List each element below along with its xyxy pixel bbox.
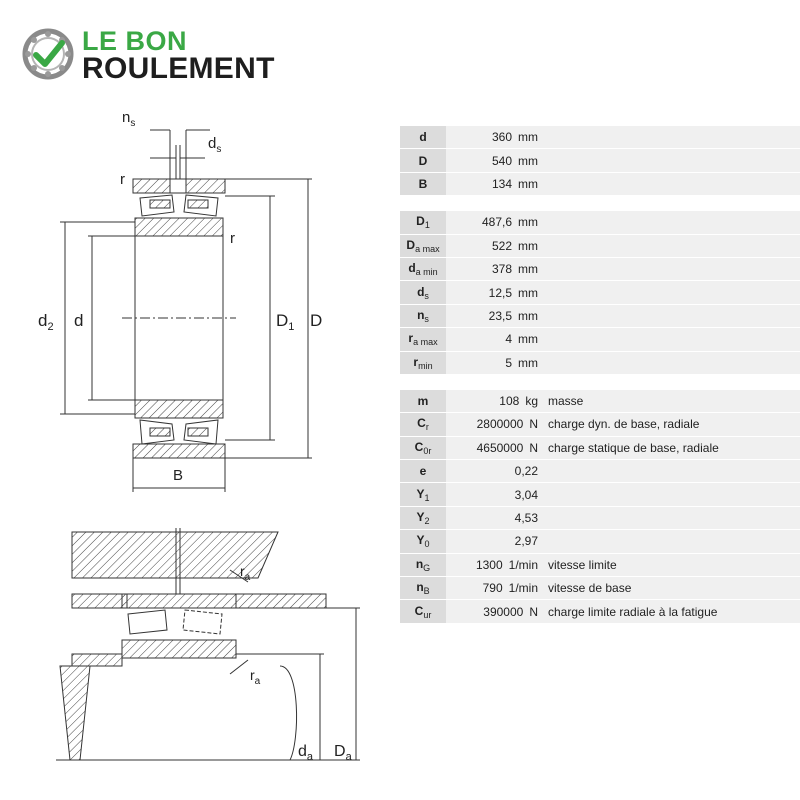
spec-row: [400, 413, 800, 436]
spec-symbol-subscript: min: [418, 360, 433, 371]
spec-value: 4,53: [514, 511, 538, 526]
spec-description: [544, 234, 800, 257]
spec-description: [544, 328, 800, 351]
spec-symbol-subscript: 0: [424, 539, 430, 550]
spec-row: [400, 389, 800, 412]
spec-symbol-subscript: 1: [424, 220, 430, 231]
spec-unit: mm: [518, 215, 538, 230]
spec-description: [544, 257, 800, 280]
label-D: D: [310, 311, 323, 330]
spec-unit: N: [529, 604, 538, 619]
spec-symbol: [400, 351, 446, 374]
spec-row: [400, 328, 800, 351]
spec-symbol: [400, 172, 446, 195]
spec-value-cell: [446, 506, 544, 529]
spec-description: charge dyn. de base, radiale: [544, 413, 800, 436]
spec-symbol-letter: Y: [416, 510, 425, 525]
spec-row: [400, 553, 800, 576]
spec-symbol-subscript: 2: [424, 516, 430, 527]
spec-description: [544, 530, 800, 553]
spec-symbol-subscript: s: [424, 290, 429, 301]
spec-value: 390000: [483, 604, 524, 619]
spec-row: [400, 460, 800, 483]
spec-symbol-letter: r: [408, 331, 414, 346]
spec-description: vitesse limite: [544, 553, 800, 576]
spec-value-cell: [446, 211, 544, 234]
specification-table-body: [400, 126, 800, 623]
spec-symbol-letter: r: [413, 354, 419, 369]
spec-unit: N: [529, 440, 538, 455]
spec-value-cell: [446, 389, 544, 412]
spec-description: vitesse de base: [544, 577, 800, 600]
spec-value-cell: [446, 577, 544, 600]
spec-value: 540: [491, 153, 512, 168]
spec-symbol: [400, 460, 446, 483]
spec-description: masse: [544, 389, 800, 412]
label-ds: $d_s$: [208, 135, 222, 155]
spec-value: 2800000: [476, 417, 524, 432]
spec-row: [400, 126, 800, 149]
spec-symbol-subscript: s: [424, 313, 429, 324]
spec-row: [400, 304, 800, 327]
spec-symbol-letter: d: [408, 261, 416, 276]
spec-symbol-letter: D: [406, 237, 416, 252]
spec-symbol: [400, 389, 446, 412]
spec-value: 12,5: [488, 285, 512, 300]
spec-value-cell: [446, 600, 544, 623]
spec-description: [544, 281, 800, 304]
spec-value-cell: [446, 304, 544, 327]
spec-symbol: [400, 234, 446, 257]
spec-group-spacer: [400, 374, 800, 389]
spec-value: 4: [505, 332, 512, 347]
spec-symbol: [400, 126, 446, 149]
spec-symbol-letter: d: [417, 284, 425, 299]
spec-symbol-letter: e: [419, 464, 427, 479]
spec-value-cell: [446, 234, 544, 257]
spec-row: [400, 234, 800, 257]
spec-unit: mm: [518, 176, 538, 191]
spec-description: [544, 172, 800, 195]
spec-row: [400, 172, 800, 195]
brand-logo: [22, 24, 302, 88]
spec-symbol: [400, 577, 446, 600]
label-d: d: [74, 311, 84, 330]
label-r-right: r: [230, 230, 235, 247]
spec-description: [544, 149, 800, 172]
spec-unit: mm: [518, 153, 538, 168]
spec-description: [544, 483, 800, 506]
spec-row: [400, 351, 800, 374]
spec-value: 23,5: [488, 308, 512, 323]
spec-unit: mm: [518, 355, 538, 370]
label-D1: $D_1$: [276, 311, 295, 333]
spec-symbol-letter: C: [414, 603, 424, 618]
spec-value: 0,22: [514, 464, 538, 479]
spec-value: 108: [499, 394, 520, 409]
spec-symbol-subscript: 1: [424, 492, 430, 503]
label-r-top: r: [120, 171, 125, 188]
spec-value-cell: [446, 126, 544, 149]
spacer-cell: [400, 196, 800, 211]
spec-row: [400, 577, 800, 600]
spec-symbol-subscript: 0r: [423, 445, 432, 456]
spec-value-cell: [446, 149, 544, 172]
spacer-cell: [400, 374, 800, 389]
spec-unit: mm: [518, 332, 538, 347]
bearing-mounting-view: [56, 528, 360, 760]
spec-value: 487,6: [481, 215, 512, 230]
label-d2: $d_2$: [38, 311, 54, 333]
spec-description: [544, 126, 800, 149]
spec-symbol-letter: d: [419, 130, 427, 145]
spec-unit: mm: [518, 130, 538, 145]
label-ns: $n_s$: [122, 109, 136, 129]
spec-unit: mm: [518, 262, 538, 277]
spec-symbol-subscript: r: [425, 422, 429, 433]
spec-value-cell: [446, 257, 544, 280]
spec-description: charge limite radiale à la fatigue: [544, 600, 800, 623]
brand-line2: ROULEMENT: [82, 52, 275, 85]
spec-value-cell: [446, 460, 544, 483]
spec-value-cell: [446, 328, 544, 351]
spec-value: 5: [505, 355, 512, 370]
spec-symbol-subscript: G: [423, 562, 431, 573]
spec-symbol: [400, 553, 446, 576]
spec-symbol: [400, 281, 446, 304]
spec-description: [544, 304, 800, 327]
spec-symbol-letter: n: [416, 580, 424, 595]
brand-line1: LE BON: [82, 26, 188, 56]
bearing-technical-drawing: [0, 100, 400, 800]
spec-unit: mm: [518, 308, 538, 323]
label-ra-top: $r_a$: [240, 563, 251, 583]
spec-symbol-letter: Y: [416, 533, 425, 548]
spec-unit: N: [529, 417, 538, 432]
bearing-section-view: [60, 130, 312, 492]
spec-symbol-subscript: a min: [415, 267, 438, 278]
spec-symbol: [400, 257, 446, 280]
spec-symbol-subscript: B: [423, 586, 430, 597]
spec-row: [400, 436, 800, 459]
spec-symbol: [400, 328, 446, 351]
spec-symbol-subscript: ur: [423, 609, 432, 620]
spec-description: [544, 460, 800, 483]
spec-unit: mm: [518, 238, 538, 253]
spec-value-cell: [446, 172, 544, 195]
spec-description: [544, 211, 800, 234]
spec-symbol: [400, 506, 446, 529]
spec-unit: 1/min: [508, 581, 538, 596]
spec-row: [400, 506, 800, 529]
label-ra-bottom: $r_a$: [250, 667, 261, 687]
spec-symbol: [400, 436, 446, 459]
spec-row: [400, 530, 800, 553]
spec-value-cell: [446, 436, 544, 459]
label-B: B: [173, 467, 184, 484]
spec-value: 2,97: [514, 534, 538, 549]
spec-row: [400, 600, 800, 623]
spec-symbol: [400, 530, 446, 553]
spec-symbol-subscript: a max: [415, 243, 440, 254]
spec-unit: kg: [525, 394, 538, 409]
spec-value-cell: [446, 530, 544, 553]
spec-symbol-letter: m: [417, 394, 429, 409]
spec-symbol-letter: D: [418, 153, 428, 168]
spec-value: 790: [482, 581, 503, 596]
label-Da: $D_a$: [334, 743, 352, 763]
spec-symbol-letter: B: [418, 176, 428, 191]
spec-value-cell: [446, 413, 544, 436]
spec-row: [400, 483, 800, 506]
spec-description: [544, 506, 800, 529]
spec-value: 378: [491, 262, 512, 277]
spec-symbol: [400, 211, 446, 234]
spec-symbol: [400, 149, 446, 172]
spec-symbol-subscript: a max: [413, 337, 438, 348]
spec-value-cell: [446, 553, 544, 576]
spec-symbol-letter: n: [415, 556, 424, 571]
spec-unit: mm: [518, 285, 538, 300]
spec-value: 134: [491, 176, 512, 191]
spec-description: [544, 351, 800, 374]
spec-row: [400, 257, 800, 280]
spec-symbol-letter: n: [417, 307, 425, 322]
spec-symbol-letter: C: [414, 439, 424, 454]
spec-symbol: [400, 304, 446, 327]
spec-value-cell: [446, 281, 544, 304]
spec-value: 360: [491, 130, 512, 145]
spec-value: 3,04: [514, 487, 538, 502]
label-da: $d_a$: [298, 743, 314, 763]
spec-value: 522: [491, 238, 512, 253]
spec-group-spacer: [400, 196, 800, 211]
spec-symbol: [400, 600, 446, 623]
bearing-check-icon: [22, 28, 74, 80]
spec-row: [400, 149, 800, 172]
spec-value-cell: [446, 483, 544, 506]
spec-symbol-letter: D: [416, 214, 425, 229]
spec-row: [400, 211, 800, 234]
spec-row: [400, 281, 800, 304]
spec-symbol: [400, 483, 446, 506]
spec-value: 1300: [475, 557, 503, 572]
spec-symbol-letter: Y: [416, 486, 425, 501]
spec-symbol-letter: C: [417, 416, 426, 431]
spec-description: charge statique de base, radiale: [544, 436, 800, 459]
spec-symbol: [400, 413, 446, 436]
spec-value-cell: [446, 351, 544, 374]
spec-value: 4650000: [476, 440, 524, 455]
specification-table: [400, 126, 800, 624]
spec-unit: 1/min: [508, 557, 538, 572]
